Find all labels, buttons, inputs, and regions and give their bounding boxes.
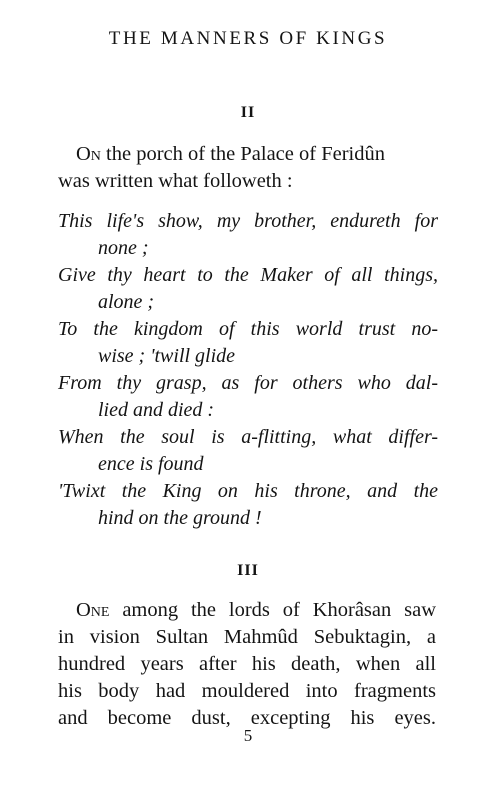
paragraph-line-1 xyxy=(58,597,436,624)
paragraph-line-2: in vision Sultan Mahmûd Sebuktagin, a xyxy=(58,626,436,648)
page-number: 5 xyxy=(243,726,253,745)
intro-line-2: was written what followeth : xyxy=(58,170,293,192)
paragraph-smallcaps-word: One xyxy=(76,599,110,621)
intro-smallcaps-word: On xyxy=(76,143,101,165)
paragraph-line-1-rest: among the lords of Khorâsan saw xyxy=(109,599,436,621)
verse-line-continuation: none ; xyxy=(98,237,149,259)
section-number-iii: III xyxy=(237,562,259,579)
verse-line-continuation: ence is found xyxy=(98,453,204,475)
verse-line: Give thy heart to the Maker of all things, xyxy=(58,264,438,286)
running-head: THE MANNERS OF KINGS xyxy=(108,28,388,49)
verse-line: From thy grasp, as for others who dal- xyxy=(58,372,438,394)
paragraph-line-3: hundred years after his death, when all xyxy=(58,653,436,675)
verse-block xyxy=(58,208,438,532)
verse-line: When the soul is a-flitting, what differ- xyxy=(58,426,438,448)
section-iii-paragraph xyxy=(58,597,436,732)
verse-line-continuation: lied and died : xyxy=(98,399,215,421)
verse-line-continuation: alone ; xyxy=(98,291,155,313)
verse-line: 'Twixt the King on his throne, and the xyxy=(58,480,438,502)
paragraph-line-5: and become dust, excepting his eyes. xyxy=(58,707,436,729)
verse-line-continuation: hind on the ground ! xyxy=(98,507,262,529)
verse-line: This life's show, my brother, endureth for xyxy=(58,210,438,232)
verse-line: To the kingdom of this world trust no- xyxy=(58,318,438,340)
verse-line-continuation: wise ; 'twill glide xyxy=(98,345,236,367)
section-ii-intro xyxy=(58,141,436,195)
section-number-ii: II xyxy=(240,104,256,121)
paragraph-line-4: his body had mouldered into fragments xyxy=(58,680,436,702)
intro-line-1-rest: the porch of the Palace of Feridûn xyxy=(100,143,385,165)
intro-line-1 xyxy=(58,141,436,168)
